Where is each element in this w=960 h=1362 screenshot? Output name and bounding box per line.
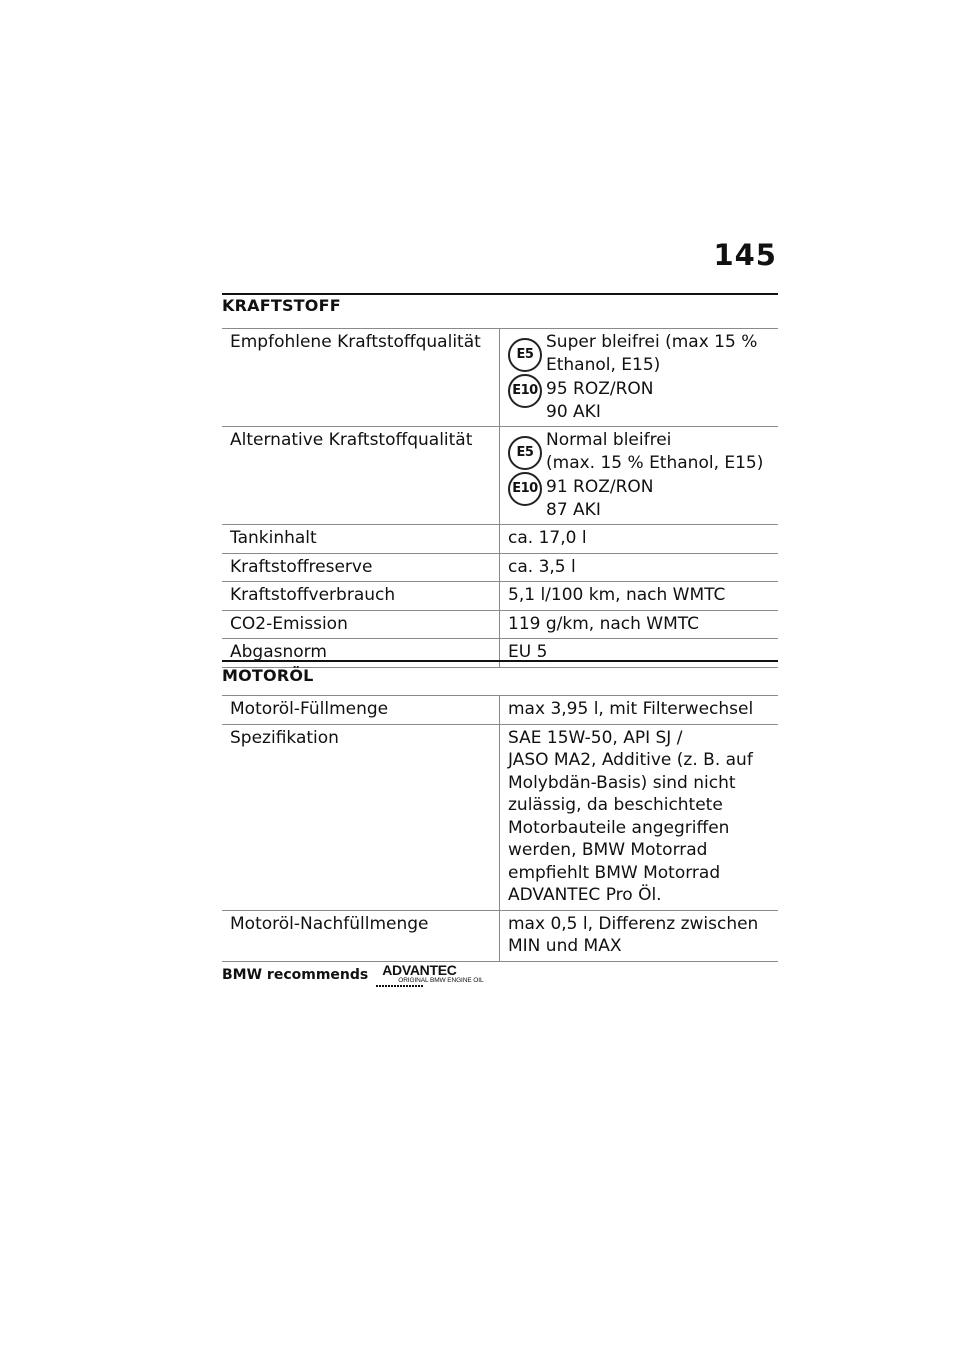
- row-label: Alternative Kraftstoffqualität: [222, 427, 500, 525]
- row-value: [500, 329, 779, 427]
- e10-badge-icon: E10: [508, 472, 542, 506]
- row-value: ca. 3,5 l: [500, 553, 779, 582]
- row-value: 119 g/km, nach WMTC: [500, 610, 779, 639]
- e10-badge-icon: E10: [508, 374, 542, 408]
- value-line: 95 ROZ/RON: [546, 379, 654, 399]
- value-line: werden, BMW Motorrad: [508, 840, 708, 860]
- row-label: CO2-Emission: [222, 610, 500, 639]
- value-line: 87 AKI: [546, 499, 601, 520]
- row-value: [500, 427, 779, 525]
- section-rule: [222, 660, 778, 662]
- value-line: max 3,95 l, mit Filterwechsel: [508, 699, 754, 719]
- footer: [222, 962, 484, 990]
- logo-word: ADVANTEC: [382, 962, 457, 978]
- table-row: [222, 329, 778, 427]
- page-number: 145: [713, 238, 777, 272]
- footer-text: BMW recommends: [222, 967, 369, 983]
- value-line: (max. 15 % Ethanol, E15): [546, 452, 764, 473]
- row-value: ca. 17,0 l: [500, 525, 779, 554]
- value-line: Normal bleifrei: [546, 430, 672, 450]
- value-line: zulässig, da beschichtete: [508, 795, 723, 815]
- value-line: empfiehlt BMW Motorrad: [508, 862, 721, 883]
- table-row: [222, 582, 778, 611]
- value-line: Ethanol, E15): [546, 354, 661, 375]
- section-rule: [222, 293, 778, 295]
- oil-table: [222, 695, 778, 962]
- logo-subtitle: ORIGINAL BMW ENGINE OIL: [398, 977, 484, 984]
- value-line: 91 ROZ/RON: [546, 477, 654, 497]
- logo-bar: [376, 985, 424, 987]
- e5-badge-icon: E5: [508, 436, 542, 470]
- table-row: [222, 910, 778, 961]
- row-value: [500, 910, 779, 961]
- table-row: [222, 553, 778, 582]
- row-label: Spezifikation: [222, 724, 500, 910]
- row-value: 5,1 l/100 km, nach WMTC: [500, 582, 779, 611]
- section-title-oil: MOTORÖL: [222, 666, 314, 685]
- value-line: 90 AKI: [546, 401, 601, 422]
- row-label: Empfohlene Kraftstoffqualität: [222, 329, 500, 427]
- row-value: [500, 724, 779, 910]
- row-label: Kraftstoffreserve: [222, 553, 500, 582]
- row-value: EU 5: [500, 639, 779, 668]
- value-line: Super bleifrei (max 15 %: [546, 332, 758, 352]
- table-row: [222, 639, 778, 668]
- value-line: JASO MA2, Additive (z. B. auf: [508, 750, 753, 770]
- row-label: Kraftstoffverbrauch: [222, 582, 500, 611]
- table-row: [222, 696, 778, 725]
- row-label: Motoröl-Füllmenge: [222, 696, 500, 725]
- value-line: SAE 15W-50, API SJ /: [508, 727, 683, 748]
- row-label: Abgasnorm: [222, 639, 500, 668]
- value-line: ADVANTEC Pro Öl.: [508, 885, 662, 905]
- advantec-logo: [374, 962, 484, 990]
- table-row: [222, 427, 778, 525]
- value-line: max 0,5 l, Differenz zwischen: [508, 913, 759, 934]
- table-row: [222, 610, 778, 639]
- row-label: Tankinhalt: [222, 525, 500, 554]
- value-line: Molybdän-Basis) sind nicht: [508, 772, 736, 793]
- table-row: [222, 525, 778, 554]
- value-line: MIN und MAX: [508, 936, 622, 956]
- row-value: [500, 696, 779, 725]
- table-row: [222, 724, 778, 910]
- row-label: Motoröl-Nachfüllmenge: [222, 910, 500, 961]
- value-line: Motorbauteile angegriffen: [508, 817, 730, 838]
- section-title-fuel: KRAFTSTOFF: [222, 296, 341, 315]
- fuel-table: [222, 328, 778, 668]
- e5-badge-icon: E5: [508, 338, 542, 372]
